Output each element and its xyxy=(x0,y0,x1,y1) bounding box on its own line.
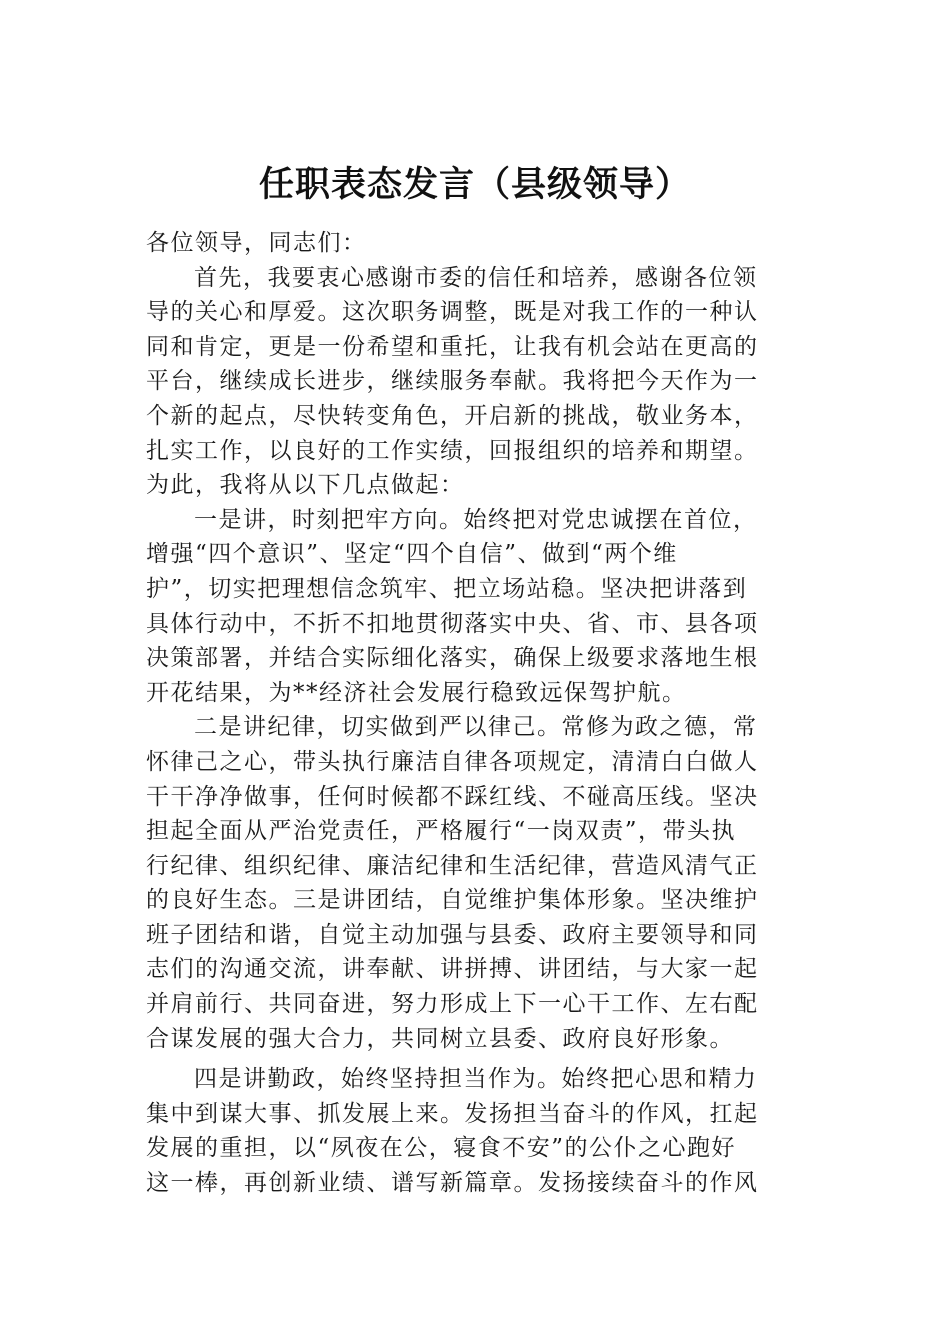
text-line: 平台，继续成长进步，继续服务奉献。我将把今天作为一 xyxy=(146,368,759,395)
document-body xyxy=(146,226,806,1201)
text-line: 担起全面从严治党责任，严格履行“一岗双责”，带头执 xyxy=(146,818,737,845)
text-line: 各位领导，同志们： xyxy=(146,230,367,256)
text-line: 四是讲勤政，始终坚持担当作为。始终把心思和精力 xyxy=(194,1066,758,1093)
text-line: 并肩前行、共同奋进，努力形成上下一心干工作、左右配 xyxy=(146,991,759,1018)
text-line: 的良好生态。三是讲团结，自觉维护集体形象。坚决维护 xyxy=(146,887,759,914)
document-title: 任职表态发言（县级领导） xyxy=(258,164,691,205)
text-line: 合谋发展的强大合力，共同树立县委、政府良好形象。 xyxy=(146,1025,734,1052)
text-line: 志们的沟通交流，讲奉献、讲拼搏、讲团结，与大家一起 xyxy=(146,956,759,983)
text-line: 行纪律、组织纪律、廉洁纪律和生活纪律，营造风清气正 xyxy=(146,852,759,879)
text-line: 同和肯定，更是一份希望和重托，让我有机会站在更高的 xyxy=(146,333,759,360)
text-line: 为此，我将从以下几点做起： xyxy=(146,472,465,499)
text-line: 这一棒，再创新业绩、谱写新篇章。发扬接续奋斗的作风 xyxy=(146,1170,759,1197)
text-line: 扎实工作，以良好的工作实绩，回报组织的培养和期望。 xyxy=(146,437,759,464)
text-line: 开花结果，为**经济社会发展行稳致远保驾护航。 xyxy=(146,679,687,706)
text-line: 导的关心和厚爱。这次职务调整，既是对我工作的一种认 xyxy=(146,299,759,326)
text-line: 怀律己之心，带头执行廉洁自律各项规定，清清白白做人 xyxy=(146,748,759,775)
text-line: 决策部署，并结合实际细化落实，确保上级要求落地生根 xyxy=(146,645,759,672)
text-line: 发展的重担，以“夙夜在公，寝食不安”的公仆之心跑好 xyxy=(146,1135,737,1162)
text-line: 班子团结和谐，自觉主动加强与县委、政府主要领导和同 xyxy=(146,921,759,948)
text-line: 二是讲纪律，切实做到严以律己。常修为政之德，常 xyxy=(194,714,758,741)
text-line: 个新的起点，尽快转变角色，开启新的挑战，敬业务本， xyxy=(146,402,759,429)
text-line: 一是讲，时刻把牢方向。始终把对党忠诚摆在首位， xyxy=(194,506,758,533)
text-line: 增强“四个意识”、坚定“四个自信”、做到“两个维 xyxy=(146,541,678,568)
text-line: 护”，切实把理想信念筑牢、把立场站稳。坚决把讲落到 xyxy=(146,575,748,602)
text-line: 具体行动中，不折不扣地贯彻落实中央、省、市、县各项 xyxy=(146,610,759,637)
text-line: 首先，我要衷心感谢市委的信任和培养，感谢各位领 xyxy=(194,264,758,291)
text-line: 集中到谋大事、抓发展上来。发扬担当奋斗的作风，扛起 xyxy=(146,1100,759,1127)
text-line: 干干净净做事，任何时候都不踩红线、不碰高压线。坚决 xyxy=(146,783,759,810)
